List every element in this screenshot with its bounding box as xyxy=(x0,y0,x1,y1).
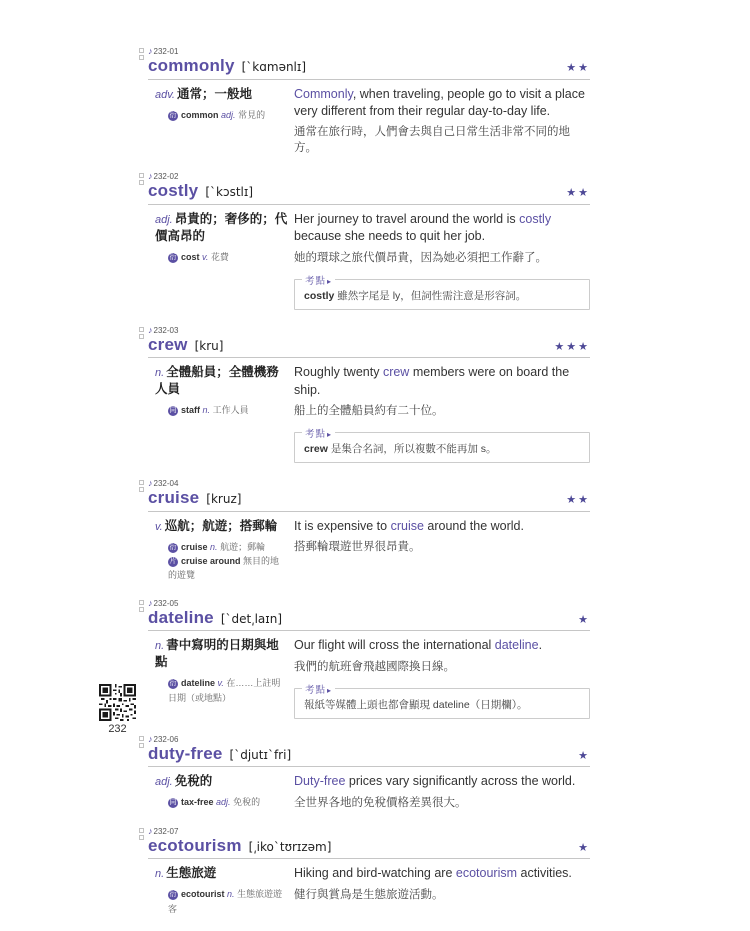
headword: crew xyxy=(148,334,188,354)
audio-track-number: 232-01 xyxy=(153,47,179,56)
derived-word: cost xyxy=(181,251,200,262)
part-of-speech: n. xyxy=(155,367,165,380)
example-keyword: Commonly xyxy=(294,86,353,101)
note-keyword: costly xyxy=(304,289,335,302)
audio-track-number: 232-05 xyxy=(153,598,179,608)
example-sentence xyxy=(294,211,590,246)
page-number: 232 xyxy=(108,723,127,735)
example-post: around the world. xyxy=(423,518,524,533)
qr-code xyxy=(99,684,136,721)
definition-column xyxy=(148,518,288,583)
example-translation: 全世界各地的免稅價格差異很大。 xyxy=(294,796,467,809)
definition-column xyxy=(148,865,288,916)
entry-header xyxy=(148,837,590,860)
note-text: 報紙等媒體上頭也都會顯現 dateline（日期欄）。 xyxy=(304,698,528,711)
example-pre: Her journey to travel around the world is xyxy=(294,212,520,227)
music-note-icon: ♪ xyxy=(148,597,153,608)
example-column xyxy=(288,364,590,463)
word-relation-icon: 同 xyxy=(169,799,177,807)
entry-header xyxy=(148,489,590,512)
music-note-icon: ♪ xyxy=(148,46,153,56)
derived-word-item xyxy=(168,887,288,916)
derived-word: dateline xyxy=(181,678,216,689)
definition-line xyxy=(155,211,288,245)
note-label: 考點 ▸ xyxy=(302,682,335,696)
note-text: 雖然字尾是 ly，但詞性需注意是形容詞。 xyxy=(334,289,527,302)
audio-track-row xyxy=(148,46,590,56)
headword: commonly xyxy=(148,56,235,75)
example-keyword: crew xyxy=(382,365,410,380)
entries xyxy=(148,46,590,931)
note-box xyxy=(294,275,590,310)
sub-items xyxy=(155,676,288,705)
music-note-icon: ♪ xyxy=(148,733,153,744)
example-sentence xyxy=(294,773,590,790)
star-rating: ★ xyxy=(578,749,590,762)
example-sentence xyxy=(294,518,590,535)
phonetic: [ˋkɑmənlɪ] xyxy=(241,60,307,74)
definition-text: 昂貴的；奢侈的；代價高昂的 xyxy=(155,212,288,243)
definition-line xyxy=(155,364,288,398)
derived-word-pos: adj. xyxy=(221,109,236,120)
part-of-speech: adj. xyxy=(155,776,173,789)
checkbox xyxy=(139,173,144,178)
sub-items xyxy=(155,403,288,417)
checkbox xyxy=(139,835,144,840)
part-of-speech: adv. xyxy=(155,88,175,101)
derived-word-pos: adj. xyxy=(216,797,231,808)
derived-word: staff xyxy=(181,405,201,416)
derived-word-meaning: 工作人員 xyxy=(212,405,249,416)
word-relation-icon: 衍 xyxy=(169,680,177,688)
definition-line xyxy=(155,518,288,535)
derived-word-pos: n. xyxy=(210,541,218,552)
audio-track-row xyxy=(148,171,590,181)
headword: dateline xyxy=(148,607,214,627)
entry-header xyxy=(148,336,590,359)
definition-text: 書中寫明的日期與地點 xyxy=(155,638,279,670)
music-note-icon: ♪ xyxy=(148,825,153,836)
vocab-entry xyxy=(148,826,590,916)
music-note-icon: ♪ xyxy=(148,171,153,182)
example-post: activities. xyxy=(517,866,572,881)
word-relation-icon: 片 xyxy=(169,557,177,565)
audio-track-number: 232-06 xyxy=(153,734,179,744)
example-keyword: cruise xyxy=(390,518,424,533)
derived-word-meaning: 常見的 xyxy=(238,109,266,120)
note-box xyxy=(294,428,590,463)
definition-text: 免稅的 xyxy=(174,774,213,789)
example-column xyxy=(288,865,590,916)
example-column xyxy=(288,211,590,310)
definition-column xyxy=(148,773,288,810)
checkbox xyxy=(139,607,144,612)
star-rating: ★ xyxy=(578,841,590,854)
audio-track-number: 232-03 xyxy=(153,325,179,335)
derived-word-item xyxy=(168,250,288,264)
example-keyword: dateline xyxy=(494,638,539,653)
example-translation: 搭郵輪環遊世界很昂貴。 xyxy=(294,540,421,553)
derived-word-meaning: 生態旅遊遊客 xyxy=(168,889,283,914)
example-keyword: ecotourism xyxy=(455,866,518,881)
example-post: members were on board the ship. xyxy=(294,365,570,397)
sub-items xyxy=(155,540,288,583)
example-sentence xyxy=(294,637,590,654)
star-rating: ★★ xyxy=(566,493,590,506)
example-post: , when traveling, people go to visit a place very different from their regular day-to-day life. xyxy=(294,86,585,118)
example-post: because she needs to quit her job. xyxy=(294,229,486,244)
derived-word-meaning: 無目的地的遊覽 xyxy=(168,555,280,581)
audio-track-row xyxy=(148,478,590,488)
phonetic: [kruz] xyxy=(206,491,242,506)
example-pre: Our flight will cross the international xyxy=(294,638,495,653)
note-label: 考點 ▸ xyxy=(302,273,335,287)
derived-word: tax-free xyxy=(181,797,214,808)
example-column xyxy=(288,86,590,157)
word-relation-icon: 同 xyxy=(169,407,177,415)
definition-column xyxy=(148,86,288,157)
entry-header xyxy=(148,745,590,768)
definition-column xyxy=(148,364,288,463)
example-translation: 健行與賞鳥是生態旅遊活動。 xyxy=(294,888,444,901)
checkbox xyxy=(139,743,144,748)
vocab-entry xyxy=(148,171,590,309)
phonetic: [ˋdet͵laɪn] xyxy=(220,611,283,626)
checkbox xyxy=(139,828,144,833)
derived-word-meaning: 航遊；郵輪 xyxy=(220,541,266,552)
checkbox xyxy=(139,334,144,339)
vocab-entry xyxy=(148,46,590,156)
example-translation: 她的環球之旅代價昂貴，因為她必須把工作辭了。 xyxy=(294,251,547,264)
vocab-entry xyxy=(148,478,590,583)
note-label: 考點 ▸ xyxy=(302,426,335,440)
example-translation: 船上的全體船員約有二十位。 xyxy=(294,404,444,417)
audio-track-row xyxy=(148,325,590,335)
derived-word-item xyxy=(168,676,288,705)
sub-items xyxy=(155,250,288,264)
derived-word-pos: n. xyxy=(227,889,235,900)
note-box xyxy=(294,684,590,719)
audio-track-row xyxy=(148,598,590,608)
entry-header xyxy=(148,182,590,205)
word-relation-icon: 衍 xyxy=(169,111,177,119)
definition-text: 通常；一般地 xyxy=(176,86,252,101)
derived-word-meaning: 在……上註明日期（或地點） xyxy=(168,678,281,703)
derived-word: ecotourist xyxy=(181,889,225,900)
part-of-speech: adj. xyxy=(155,214,173,227)
headword: cruise xyxy=(148,487,200,507)
checkbox xyxy=(139,480,144,485)
example-column xyxy=(288,518,590,583)
example-keyword: Duty-free xyxy=(294,774,346,789)
definition-line xyxy=(155,865,288,882)
star-rating: ★★ xyxy=(566,62,590,74)
example-column xyxy=(288,637,590,718)
word-relation-icon: 衍 xyxy=(169,253,177,261)
vocab-entry xyxy=(148,734,590,811)
definition-column xyxy=(148,211,288,310)
definition-text: 巡航；航遊；搭郵輪 xyxy=(164,518,278,533)
definition-text: 全體船員；全體機務人員 xyxy=(155,365,279,397)
music-note-icon: ♪ xyxy=(148,477,153,488)
star-rating: ★ xyxy=(578,613,590,626)
entry-header xyxy=(148,57,590,80)
part-of-speech: v. xyxy=(155,520,163,533)
example-pre: Roughly twenty xyxy=(294,365,383,380)
headword: ecotourism xyxy=(148,835,242,855)
checkbox xyxy=(139,600,144,605)
part-of-speech: n. xyxy=(155,640,165,653)
checkbox xyxy=(139,48,144,53)
note-text: 是集合名詞，所以複數不能再加 s。 xyxy=(327,442,497,455)
derived-word-pos: n. xyxy=(202,405,211,416)
derived-word-item xyxy=(168,795,288,809)
entry-header xyxy=(148,609,590,632)
derived-word-item xyxy=(168,108,288,122)
example-sentence xyxy=(294,86,590,121)
headword: costly xyxy=(148,181,199,201)
derived-word-meaning: 免稅的 xyxy=(233,797,261,808)
checkbox xyxy=(139,487,144,492)
example-sentence xyxy=(294,364,590,399)
checkbox xyxy=(139,180,144,185)
phonetic: [kru] xyxy=(194,338,224,353)
star-rating: ★★★ xyxy=(554,340,590,353)
definition-text: 生態旅遊 xyxy=(166,866,217,881)
derived-word: common xyxy=(181,109,219,120)
definition-line xyxy=(155,86,288,103)
music-note-icon: ♪ xyxy=(148,324,153,335)
definition-column xyxy=(148,637,288,718)
word-relation-icon: 衍 xyxy=(169,543,177,551)
example-post: . xyxy=(538,638,543,653)
note-keyword: crew xyxy=(304,442,328,455)
example-column xyxy=(288,773,590,810)
derived-word: cruise xyxy=(181,541,208,552)
vocab-entry xyxy=(148,598,590,719)
derived-word-pos: v. xyxy=(202,251,209,262)
word-relation-icon: 衍 xyxy=(169,891,177,899)
phonetic: [͵ikoˋtʊrɪzəm] xyxy=(248,839,332,854)
example-sentence xyxy=(294,865,590,882)
derived-word-item xyxy=(168,554,288,583)
audio-track-number: 232-07 xyxy=(153,826,179,836)
example-translation: 通常在旅行時，人們會去與自己日常生活非常不同的地方。 xyxy=(294,126,570,155)
star-rating: ★★ xyxy=(566,187,590,200)
audio-track-number: 232-02 xyxy=(153,172,179,182)
definition-line xyxy=(155,637,288,671)
part-of-speech: n. xyxy=(155,868,165,881)
derived-word-item xyxy=(168,403,288,417)
sub-items xyxy=(155,795,288,809)
example-post: prices vary significantly across the world. xyxy=(345,774,576,789)
example-translation: 我們的航班會飛越國際換日線。 xyxy=(294,660,455,673)
derived-word-pos: v. xyxy=(217,678,224,689)
example-keyword: costly xyxy=(519,212,552,227)
headword: duty-free xyxy=(148,743,223,763)
phonetic: [ˋdjutɪˋfri] xyxy=(229,747,292,762)
audio-track-row xyxy=(148,826,590,836)
checkbox xyxy=(139,55,144,60)
sub-items xyxy=(155,108,288,122)
derived-word: cruise around xyxy=(181,555,241,566)
audio-track-number: 232-04 xyxy=(153,478,179,488)
phonetic: [ˋkɔstlɪ] xyxy=(205,185,253,200)
definition-line xyxy=(155,773,288,790)
example-pre: Hiking and bird-watching are xyxy=(294,866,456,881)
sub-items xyxy=(155,887,288,916)
vocab-entry xyxy=(148,325,590,463)
checkbox xyxy=(139,736,144,741)
audio-track-row xyxy=(148,734,590,744)
derived-word-item xyxy=(168,540,288,554)
derived-word-meaning: 花費 xyxy=(210,251,229,262)
checkbox xyxy=(139,327,144,332)
example-pre: It is expensive to xyxy=(294,518,391,533)
